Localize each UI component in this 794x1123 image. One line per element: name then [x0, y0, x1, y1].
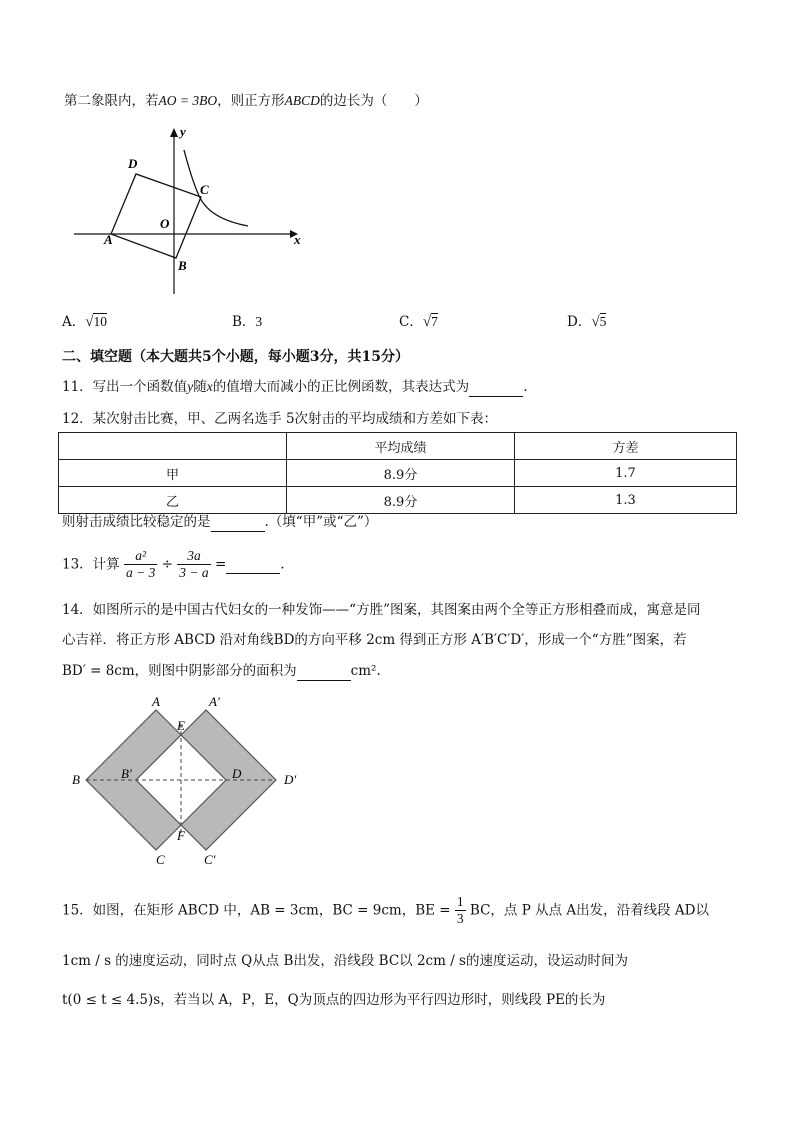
q11-text-c: 的值增大而减小的正比例函数，其表达式为 [212, 379, 470, 395]
fraction-numerator: 1 [456, 894, 464, 909]
q15-line-2: 1cm / s 的速度运动，同时点 Q从点 B出发，沿线段 BC以 2cm / s的速度运动，设运动时间为 [62, 953, 628, 969]
q10-label-x: x [294, 232, 301, 247]
q13 [62, 548, 285, 581]
option-letter: B． [232, 314, 256, 330]
q10-condition: AO = 3BO [158, 93, 218, 108]
q14-label-a-prime: A′ [209, 694, 220, 709]
table-cell: 8.9分 [287, 487, 515, 514]
q10-figure [70, 120, 310, 300]
q11-var-x: x [206, 379, 213, 394]
q10-square-name: ABCD [284, 93, 320, 108]
q14-line-1: 14．如图所示的是中国古代妇女的一种发饰——“方胜”图案，其图案由两个全等正方形相叠而成，寓意是同 [62, 602, 701, 618]
q10-label-o: O [160, 216, 170, 231]
q10-stem-b: ，则正方形 [217, 93, 285, 109]
q13-answer-blank[interactable] [226, 555, 280, 574]
q10-stem [64, 92, 428, 110]
table-header-row [59, 433, 737, 460]
q14-label-a: A [152, 694, 160, 709]
table-cell: 1.7 [515, 460, 737, 487]
q14-line-3 [62, 662, 381, 681]
option-value: 5 [599, 314, 607, 329]
q15-line-1-b: BC，点 P 从点 A出发，沿着线段 AD以 [469, 902, 709, 919]
table-row [59, 487, 737, 514]
q11-text-a: 11．写出一个函数值 [62, 379, 188, 395]
q10-label-a: A [104, 232, 113, 247]
table-cell: 1.3 [515, 487, 737, 514]
table-row [59, 460, 737, 487]
sqrt-sign: √ [422, 314, 432, 330]
q10-label-d: D [128, 156, 138, 171]
q13-end: . [280, 556, 285, 573]
q12-after [62, 513, 377, 532]
table-cell: 8.9分 [287, 460, 515, 487]
q14-answer-blank[interactable] [297, 662, 351, 681]
table-cell: 甲 [59, 460, 287, 487]
q10-option-b[interactable] [232, 313, 262, 331]
q12-after-b: .（填“甲”或“乙”） [264, 514, 378, 530]
q11-answer-blank[interactable] [469, 378, 523, 397]
fraction-denominator: a − 3 [125, 565, 156, 580]
q14-line-2: 心吉祥．将正方形 ABCD 沿对角线BD的方向平移 2cm 得到正方形 A′B′C′D′，形成一个“方胜”图案，若 [62, 632, 687, 648]
q11-text-d: . [523, 379, 528, 395]
q11-var-y: y [187, 379, 194, 394]
q14-label-d-prime: D′ [284, 772, 297, 787]
table-cell: 乙 [59, 487, 287, 514]
q12-text: 12．某次射击比赛，甲、乙两名选手 5次射击的平均成绩和方差如下表： [62, 411, 498, 427]
q15-fraction [455, 894, 466, 927]
q11 [62, 378, 527, 397]
q14-label-d: D [232, 766, 242, 781]
q14-label-c-prime: C′ [204, 852, 216, 867]
q10-label-c: C [200, 182, 209, 197]
q13-fraction-2 [177, 548, 210, 581]
q14-figure [66, 694, 316, 870]
q14-label-b: B [72, 772, 80, 787]
fraction-numerator: a² [124, 548, 157, 565]
sqrt-sign: √ [591, 314, 600, 330]
q10-stem-a: 第二象限内，若 [64, 93, 159, 109]
q13-prefix: 13．计算 [62, 556, 120, 573]
q14-label-b-prime: B′ [121, 766, 132, 781]
option-value: 3 [255, 314, 263, 329]
q10-label-b: B [178, 258, 187, 273]
fraction-denominator: 3 − a [179, 565, 209, 580]
q12-answer-blank[interactable] [211, 513, 265, 532]
q14-label-f: F [177, 828, 185, 843]
option-letter: C． [399, 314, 423, 330]
q15-line-1 [62, 894, 709, 927]
q12-table [58, 432, 737, 514]
q10-stem-c: 的边长为（ ） [319, 93, 428, 109]
q10-option-d[interactable] [567, 313, 606, 331]
q14-line-3-text: BD′ = 8cm，则图中阴影部分的面积为 [62, 663, 297, 679]
table-header-cell: 方差 [515, 433, 737, 460]
q14-end: . [376, 663, 381, 679]
q13-fraction-1 [124, 548, 157, 581]
option-value: 10 [93, 314, 107, 329]
q13-operator: ÷ [161, 556, 173, 573]
q12-after-a: 则射击成绩比较稳定的是 [62, 514, 211, 530]
q10-option-a[interactable] [62, 313, 107, 331]
option-value: 7 [431, 314, 438, 329]
q14-label-c: C [156, 852, 165, 867]
table-header-cell: 平均成绩 [287, 433, 515, 460]
q15-line-3: t(0 ≤ t ≤ 4.5)s，若当以 A，P，E，Q为顶点的四边形为平行四边形时，则线段 PE的长为 [62, 992, 606, 1008]
q14-unit: cm² [350, 663, 377, 679]
q14-label-e: E [177, 718, 185, 733]
option-letter: A． [62, 314, 86, 330]
table-header-cell [59, 433, 287, 460]
q10-option-c[interactable] [399, 313, 438, 331]
q10-label-y: y [180, 124, 186, 139]
option-letter: D． [567, 314, 592, 330]
q15-line-1-a: 15．如图，在矩形 ABCD 中，AB = 3cm，BC = 9cm，BE = [62, 902, 451, 919]
fraction-numerator: 3a [177, 548, 210, 565]
q11-text-b: 随 [193, 379, 207, 395]
q13-equals: = [214, 556, 227, 573]
sqrt-sign: √ [85, 314, 94, 330]
section-title: 二、填空题（本大题共5个小题，每小题3分，共15分） [62, 349, 409, 365]
fraction-denominator: 3 [456, 911, 464, 926]
